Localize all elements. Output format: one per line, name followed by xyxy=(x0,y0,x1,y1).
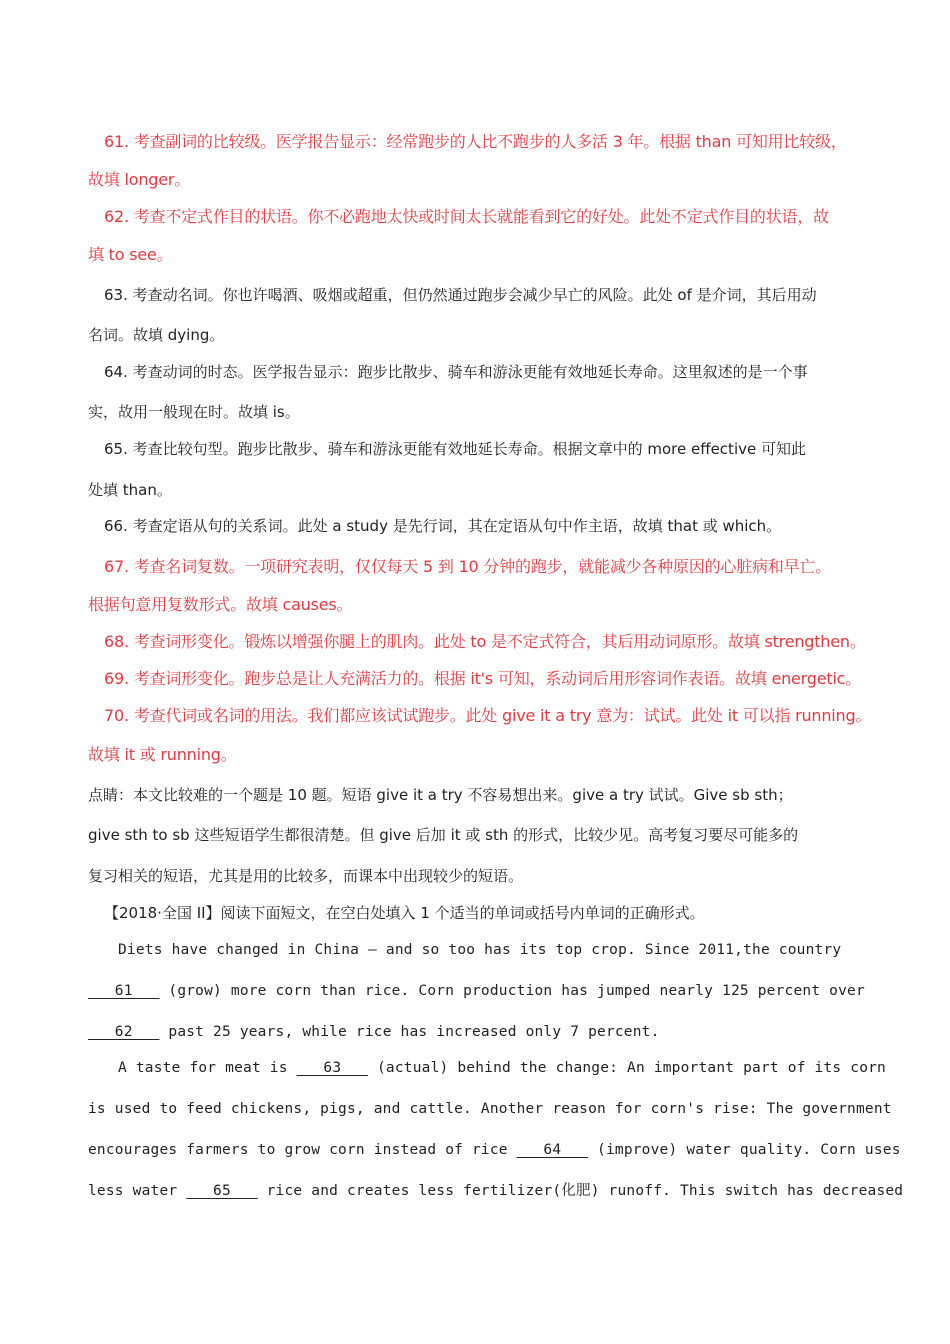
comment-line-1: 点睛：本文比较难的一个题是 10 题。短语 give it a try 不容易想出来。give a try 试试。Give sb sth； xyxy=(88,786,793,804)
passage-p1-line-1: Diets have changed in China — and so too has its top crop. Since 2011,the country xyxy=(118,942,842,958)
answer-62-line-1: 62. 考查不定式作目的状语。你不必跑地太快或时间太长就能看到它的好处。此处不定式作目的状语，故 xyxy=(104,207,829,226)
answer-61-line-2: 故填 longer。 xyxy=(88,170,191,189)
blank-63: 63 xyxy=(296,1060,369,1076)
passage-text: past 25 years, while rice has increased only 7 percent. xyxy=(159,1024,660,1040)
passage-text: encourages farmers to grow corn instead of rice xyxy=(88,1142,517,1158)
passage-p2-line-4 xyxy=(88,1181,904,1201)
blank-61: 61 xyxy=(88,983,160,999)
passage-p1-line-2 xyxy=(88,981,868,1001)
passage-text: (grow) more corn than rice. Corn production has jumped nearly 125 percent over xyxy=(159,983,865,999)
answer-67-line-2: 根据句意用复数形式。故填 causes。 xyxy=(88,595,353,614)
passage-text: rice and creates less fertilizer(化肥) runoff. This switch has decreased xyxy=(257,1183,904,1199)
blank-64: 64 xyxy=(516,1142,589,1158)
passage-p1-line-3 xyxy=(88,1022,868,1042)
answer-64-line-1: 64. 考查动词的时态。医学报告显示：跑步比散步、骑车和游泳更能有效地延长寿命。这里叙述的是一个事 xyxy=(104,363,808,381)
answer-65-line-1: 65. 考查比较句型。跑步比散步、骑车和游泳更能有效地延长寿命。根据文章中的 more effective 可知此 xyxy=(104,440,806,458)
blank-62: 62 xyxy=(88,1024,160,1040)
answer-66-line-1: 66. 考查定语从句的关系词。此处 a study 是先行词，其在定语从句中作主语，故填 that 或 which。 xyxy=(104,517,782,535)
answer-70-line-2: 故填 it 或 running。 xyxy=(88,745,237,764)
passage-text: less water xyxy=(88,1183,187,1199)
answer-63-line-2: 名词。故填 dying。 xyxy=(88,326,225,344)
comment-line-3: 复习相关的短语，尤其是用的比较多，而课本中出现较少的短语。 xyxy=(88,867,524,885)
passage-text: (improve) water quality. Corn uses xyxy=(588,1142,901,1158)
answer-62-line-2: 填 to see。 xyxy=(88,245,173,264)
answer-63-line-1: 63. 考查动名词。你也许喝酒、吸烟或超重，但仍然通过跑步会减少早亡的风险。此处 of 是介词，其后用动 xyxy=(104,286,817,304)
answer-64-line-2: 实，故用一般现在时。故填 is。 xyxy=(88,403,300,421)
passage-p2-line-3 xyxy=(88,1140,901,1160)
answer-68-line-1: 68. 考查词形变化。锻炼以增强你腿上的肌肉。此处 to 是不定式符合，其后用动词原形。故填 strengthen。 xyxy=(104,632,866,651)
passage-text: (actual) behind the change: An important part of its corn xyxy=(368,1060,886,1076)
answer-65-line-2: 处填 than。 xyxy=(88,481,172,499)
answer-67-line-1: 67. 考查名词复数。一项研究表明，仅仅每天 5 到 10 分钟的跑步，就能减少各种原因的心脏病和早亡。 xyxy=(104,557,832,576)
answer-70-line-1: 70. 考查代词或名词的用法。我们都应该试试跑步。此处 give it a try 意为：试试。此处 it 可以指 running。 xyxy=(104,706,872,725)
answer-69-line-1: 69. 考查词形变化。跑步总是让人充满活力的。根据 it's 可知，系动词后用形容词作表语。故填 energetic。 xyxy=(104,669,862,688)
exercise-heading: 【2018·全国 II】阅读下面短文，在空白处填入 1 个适当的单词或括号内单词的正确形式。 xyxy=(104,904,705,922)
passage-p2-line-1 xyxy=(118,1058,898,1078)
blank-65: 65 xyxy=(186,1183,258,1199)
passage-text: A taste for meat is xyxy=(118,1060,297,1076)
answer-61-line-1: 61. 考查副词的比较级。医学报告显示：经常跑步的人比不跑步的人多活 3 年。根据 than 可知用比较级， xyxy=(104,132,847,151)
comment-line-2: give sth to sb 这些短语学生都很清楚。但 give 后加 it 或 sth 的形式，比较少见。高考复习要尽可能多的 xyxy=(88,826,799,844)
passage-p2-line-2: is used to feed chickens, pigs, and cattle. Another reason for corn's rise: The government xyxy=(88,1101,892,1117)
